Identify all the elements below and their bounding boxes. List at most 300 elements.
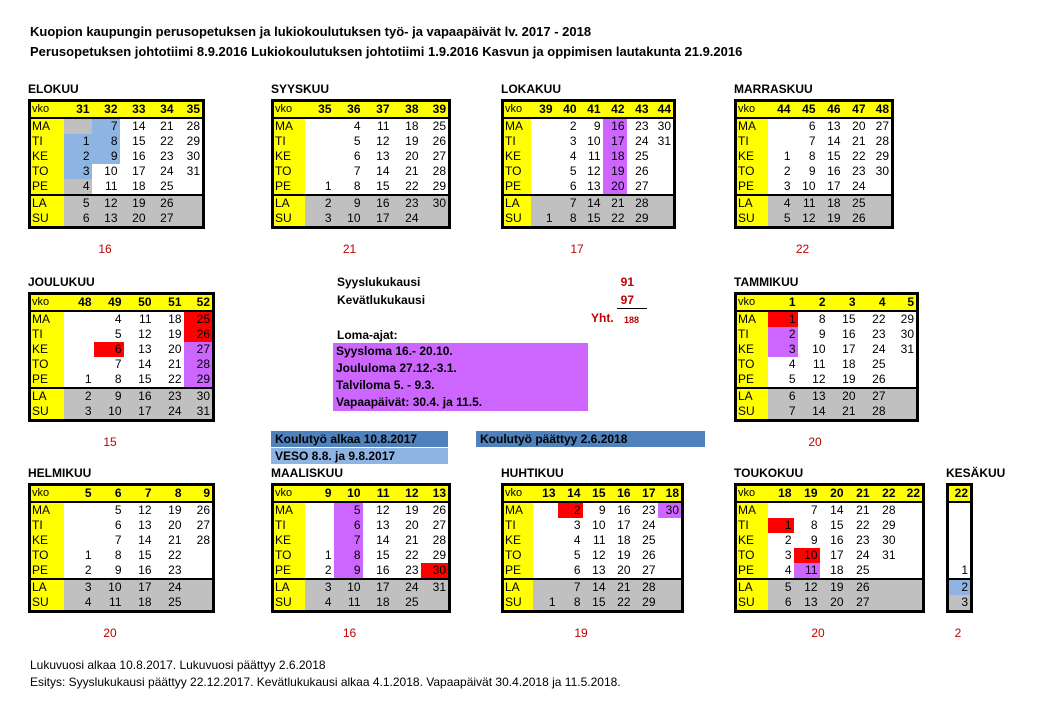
row-label: TI (736, 518, 768, 533)
day-row (273, 118, 450, 134)
week-number: 8 (154, 485, 184, 503)
day-cell: 29 (882, 518, 896, 532)
day-row (30, 563, 214, 579)
row-label: SU (503, 595, 533, 612)
holidays-heading: Loma-ajat: (337, 328, 398, 342)
day-cell: 12 (376, 134, 390, 148)
day-cell (898, 548, 924, 563)
day-cell: 14 (138, 357, 152, 371)
day-cell: 24 (642, 518, 656, 532)
day-cell: 16 (138, 563, 152, 577)
day-cell: 17 (617, 518, 631, 532)
day-row (273, 563, 450, 579)
day-cell: 30 (882, 533, 896, 547)
day-cell: 11 (794, 563, 820, 579)
day-cell: 17 (363, 211, 392, 228)
day-cell: 6 (334, 518, 363, 533)
working-days-count: 22 (795, 242, 810, 256)
month-calendar (271, 483, 451, 613)
day-cell (64, 502, 94, 518)
day-cell: 4 (573, 533, 581, 547)
day-cell: 12 (587, 164, 601, 178)
day-cell: 2 (569, 119, 577, 133)
day-cell (64, 342, 94, 357)
week-number-row (503, 101, 675, 119)
day-cell: 27 (148, 211, 176, 228)
day-cell: 20 (820, 595, 846, 612)
day-cell (184, 563, 214, 579)
day-cell: 4 (114, 312, 122, 326)
day-cell: 3 (305, 579, 334, 595)
day-cell: 13 (794, 595, 820, 612)
day-row (30, 164, 204, 179)
day-cell: 28 (882, 503, 896, 517)
row-label: vko (736, 294, 768, 312)
day-row (30, 595, 214, 612)
day-cell: 14 (827, 134, 841, 148)
row-label: MA (30, 118, 64, 134)
row-label: TI (736, 327, 768, 342)
day-cell: 6 (768, 388, 798, 404)
holiday-item: Talviloma 5. - 9.3. (336, 378, 435, 392)
day-cell: 9 (334, 563, 363, 579)
row-label: PE (273, 179, 305, 195)
day-cell: 29 (627, 211, 651, 228)
row-label: vko (503, 101, 531, 119)
day-cell: 2 (84, 563, 92, 577)
day-cell: 31 (882, 548, 896, 562)
day-cell: 23 (852, 164, 866, 178)
day-cell: 21 (828, 404, 858, 421)
day-cell: 27 (184, 342, 214, 357)
autumn-term-days: 91 (620, 275, 634, 289)
day-cell: 14 (132, 119, 146, 133)
day-cell: 15 (138, 548, 152, 562)
row-label: LA (30, 388, 64, 404)
day-cell: 24 (852, 179, 866, 193)
day-cell (184, 595, 214, 612)
day-cell: 20 (168, 342, 182, 356)
school-end-box: Koulutyö päättyy 2.6.2018 (476, 431, 705, 447)
day-cell: 9 (810, 533, 818, 547)
day-cell: 26 (846, 579, 872, 595)
autumn-term-label: Syyslukukausi (337, 275, 421, 289)
footer-proposal: Esitys: Syyslukukausi päättyy 22.12.2017. Kevätlukukausi alkaa 4.1.2018. Vapaapäivät 30.4.2018 ja 11.5.2018. (30, 675, 621, 689)
day-cell: 15 (138, 372, 152, 386)
day-cell: 30 (421, 195, 450, 211)
day-cell: 18 (830, 563, 844, 577)
day-cell: 11 (813, 357, 826, 371)
day-cell: 14 (798, 404, 828, 421)
day-cell: 8 (114, 372, 122, 386)
day-cell: 15 (583, 595, 608, 612)
day-cell: 12 (376, 503, 390, 517)
row-label: LA (503, 195, 531, 211)
day-cell: 11 (593, 533, 606, 547)
day-cell: 21 (168, 533, 182, 547)
day-cell: 21 (168, 357, 182, 371)
day-cell: 18 (132, 179, 146, 193)
row-label: TO (503, 164, 531, 179)
day-cell: 22 (872, 312, 886, 326)
day-cell: 20 (617, 563, 631, 577)
day-cell (868, 195, 893, 211)
row-label: MA (736, 502, 768, 518)
day-cell: 10 (587, 134, 601, 148)
day-cell: 20 (603, 179, 627, 195)
day-cell: 5 (114, 503, 122, 517)
day-cell: 16 (603, 118, 627, 134)
day-cell: 1 (783, 149, 791, 163)
row-label: SU (273, 211, 305, 228)
row-label: KE (273, 533, 305, 548)
day-cell (184, 579, 214, 595)
day-cell (533, 518, 558, 533)
day-row (736, 164, 893, 179)
row-label: vko (30, 485, 64, 503)
day-cell: 24 (392, 579, 421, 595)
day-cell (305, 149, 334, 164)
day-cell: 5 (64, 195, 92, 211)
day-cell: 31 (421, 579, 450, 595)
day-cell (64, 533, 94, 548)
row-label: SU (30, 211, 64, 228)
day-row (503, 211, 675, 228)
day-row (273, 179, 450, 195)
day-cell: 13 (827, 119, 841, 133)
total-label: Yht. (591, 311, 614, 325)
row-label: PE (30, 179, 64, 195)
day-cell (305, 533, 334, 548)
day-cell: 19 (405, 134, 419, 148)
month-calendar (501, 483, 684, 613)
day-cell: 3 (64, 579, 94, 595)
row-label: TI (30, 518, 64, 533)
day-row (948, 533, 972, 548)
day-cell (868, 211, 893, 228)
day-cell: 10 (104, 164, 118, 178)
day-cell: 23 (160, 149, 174, 163)
week-number: 2 (798, 294, 828, 312)
day-row (273, 579, 450, 595)
row-label: vko (736, 101, 768, 119)
month-name: TAMMIKUU (734, 275, 799, 289)
day-cell: 16 (617, 503, 631, 517)
week-number: 47 (843, 101, 868, 119)
day-cell: 24 (154, 579, 184, 595)
row-label: TO (736, 548, 768, 563)
day-cell: 29 (900, 312, 914, 326)
day-cell: 17 (842, 342, 856, 356)
day-cell (658, 533, 683, 548)
day-cell: 26 (148, 195, 176, 211)
day-cell: 25 (843, 195, 868, 211)
day-cell: 6 (573, 563, 581, 577)
day-cell: 18 (842, 357, 856, 371)
week-number: 52 (184, 294, 214, 312)
day-cell: 5 (573, 548, 581, 562)
week-number: 14 (558, 485, 583, 503)
row-label: LA (736, 388, 768, 404)
week-number: 21 (846, 485, 872, 503)
week-number-row (273, 101, 450, 119)
day-cell: 22 (405, 179, 419, 193)
row-label: LA (30, 579, 64, 595)
day-cell: 27 (635, 179, 649, 193)
day-cell: 19 (617, 548, 631, 562)
day-cell: 25 (184, 311, 214, 327)
week-number: 20 (820, 485, 846, 503)
day-cell: 18 (168, 312, 182, 326)
veso-box: VESO 8.8. ja 9.8.2017 (271, 448, 448, 464)
day-row (503, 118, 675, 134)
day-row (30, 388, 214, 404)
month-calendar (28, 292, 215, 422)
page-title: Kuopion kaupungin perusopetuksen ja lukiokoulutuksen työ- ja vapaapäivät lv. 2017 - 2018 (30, 24, 592, 39)
day-cell: 23 (168, 563, 182, 577)
day-row (736, 579, 924, 595)
day-row (736, 195, 893, 211)
row-label: TO (30, 357, 64, 372)
day-cell: 12 (812, 372, 826, 386)
day-cell: 1 (64, 134, 92, 149)
day-cell: 24 (160, 164, 174, 178)
day-cell: 25 (642, 533, 656, 547)
row-label: vko (736, 485, 768, 503)
footer-note: Lukuvuosi alkaa 10.8.2017. Lukuvuosi päättyy 2.6.2018 (30, 658, 326, 672)
row-label: MA (273, 502, 305, 518)
row-label: SU (273, 595, 305, 612)
day-cell (176, 195, 204, 211)
row-label: SU (736, 595, 768, 612)
day-row (503, 502, 683, 518)
day-cell: 13 (376, 518, 390, 532)
day-cell: 7 (353, 164, 361, 178)
row-label: PE (503, 563, 533, 579)
day-row (948, 563, 972, 579)
day-cell: 27 (196, 518, 210, 532)
day-cell: 7 (768, 404, 798, 421)
day-row (30, 579, 214, 595)
day-cell: 6 (808, 119, 816, 133)
week-number-row (736, 294, 918, 312)
day-cell: 11 (139, 312, 152, 326)
working-days-count: 21 (342, 242, 357, 256)
day-cell: 10 (334, 579, 363, 595)
day-cell: 22 (603, 211, 627, 228)
row-label: MA (30, 502, 64, 518)
day-cell: 5 (334, 502, 363, 518)
day-cell: 26 (843, 211, 868, 228)
week-number: 39 (531, 101, 555, 119)
day-cell: 6 (114, 518, 122, 532)
week-number: 12 (392, 485, 421, 503)
day-cell: 30 (875, 164, 889, 178)
day-cell: 22 (168, 548, 182, 562)
day-cell: 16 (842, 327, 856, 341)
row-label: KE (273, 149, 305, 164)
week-number: 35 (305, 101, 334, 119)
row-label: LA (503, 579, 533, 595)
day-cell: 30 (658, 502, 683, 518)
row-label: PE (736, 563, 768, 579)
day-cell (64, 311, 94, 327)
day-cell (421, 595, 450, 612)
page-subtitle: Perusopetuksen johtotiimi 8.9.2016 Lukiokoulutuksen johtotiimi 1.9.2016 Kasvun ja oppimisen lautakunta 21.9.2016 (30, 44, 743, 59)
day-cell: 20 (405, 518, 419, 532)
row-label: vko (273, 101, 305, 119)
day-cell: 28 (184, 357, 214, 372)
day-cell: 5 (788, 372, 796, 386)
day-row (30, 533, 214, 548)
day-row (30, 211, 204, 228)
day-cell: 8 (555, 211, 579, 228)
day-cell: 5 (569, 164, 577, 178)
week-number: 6 (94, 485, 124, 503)
day-cell: 12 (592, 548, 606, 562)
day-row (503, 134, 675, 149)
day-cell: 30 (421, 563, 450, 579)
day-cell: 28 (627, 195, 651, 211)
day-cell: 13 (798, 388, 828, 404)
month-name: MAALISKUU (271, 466, 343, 480)
week-number: 50 (124, 294, 154, 312)
day-cell: 1 (84, 548, 92, 562)
day-row (503, 179, 675, 195)
day-cell: 7 (114, 357, 122, 371)
day-cell: 4 (784, 563, 792, 577)
day-row (273, 548, 450, 563)
row-label: TO (30, 548, 64, 563)
day-cell: 23 (856, 533, 870, 547)
day-cell: 8 (92, 134, 120, 149)
day-cell: 13 (92, 211, 120, 228)
day-cell: 11 (105, 179, 118, 193)
row-label: PE (30, 372, 64, 388)
day-cell: 1 (531, 211, 555, 228)
day-cell (305, 118, 334, 134)
day-cell: 1 (84, 372, 92, 386)
day-cell: 29 (184, 372, 214, 388)
day-row (503, 548, 683, 563)
day-cell: 25 (635, 149, 649, 163)
day-cell: 28 (432, 164, 446, 178)
week-number: 49 (94, 294, 124, 312)
row-label: vko (30, 101, 64, 119)
day-cell: 8 (334, 548, 363, 563)
week-number-row (30, 294, 214, 312)
month-calendar (734, 99, 894, 229)
row-label: MA (736, 311, 768, 327)
day-cell (898, 518, 924, 533)
day-cell: 25 (392, 595, 421, 612)
day-cell: 7 (555, 195, 579, 211)
working-days-count: 20 (808, 435, 822, 449)
month-name: MARRASKUU (734, 82, 813, 96)
day-cell (888, 357, 918, 372)
day-cell: 8 (558, 595, 583, 612)
day-cell: 26 (184, 327, 214, 342)
row-label: LA (273, 195, 305, 211)
day-cell: 14 (579, 195, 603, 211)
day-cell: 2 (558, 502, 583, 518)
row-label: vko (503, 485, 533, 503)
day-cell (768, 118, 793, 134)
day-cell (948, 502, 972, 518)
week-number-row (736, 101, 893, 119)
week-number: 1 (768, 294, 798, 312)
day-cell: 11 (588, 149, 601, 163)
working-days-count: 16 (342, 626, 357, 640)
day-row (30, 195, 204, 211)
working-days-count: 20 (103, 626, 117, 640)
working-days-count: 15 (103, 435, 117, 449)
month-name: ELOKUU (28, 82, 79, 96)
day-cell: 15 (827, 149, 841, 163)
row-label: KE (30, 533, 64, 548)
row-label: KE (736, 149, 768, 164)
day-cell: 19 (405, 503, 419, 517)
row-label: LA (736, 195, 768, 211)
day-cell: 21 (856, 503, 870, 517)
week-number: 51 (154, 294, 184, 312)
day-cell (658, 563, 683, 579)
day-row (273, 164, 450, 179)
day-cell: 17 (132, 164, 146, 178)
holidays-box (333, 343, 588, 411)
day-cell: 12 (794, 579, 820, 595)
day-cell: 17 (830, 548, 844, 562)
day-cell: 19 (818, 211, 843, 228)
day-row (736, 211, 893, 228)
row-label: KE (503, 533, 533, 548)
day-cell: 4 (788, 357, 796, 371)
week-number: 41 (579, 101, 603, 119)
week-number: 22 (872, 485, 898, 503)
week-number: 10 (334, 485, 363, 503)
day-row (273, 533, 450, 548)
row-label: LA (273, 579, 305, 595)
day-cell: 30 (186, 149, 200, 163)
row-label: TO (736, 164, 768, 179)
day-row (736, 502, 924, 518)
day-row (736, 327, 918, 342)
day-cell: 30 (184, 388, 214, 404)
day-cell: 28 (432, 533, 446, 547)
day-cell (305, 502, 334, 518)
day-cell: 24 (154, 404, 184, 421)
day-cell: 1 (533, 595, 558, 612)
day-cell: 4 (64, 595, 94, 612)
week-number: 44 (768, 101, 793, 119)
row-label: TI (30, 327, 64, 342)
day-cell (64, 518, 94, 533)
day-cell: 23 (392, 195, 421, 211)
day-row (30, 327, 214, 342)
day-cell (948, 518, 972, 533)
day-row (736, 533, 924, 548)
spring-term-days: 97 (620, 293, 634, 307)
week-number: 31 (64, 101, 92, 119)
day-cell: 16 (830, 533, 844, 547)
week-number: 45 (793, 101, 818, 119)
day-row (30, 404, 214, 421)
day-row (736, 357, 918, 372)
day-cell: 18 (617, 533, 631, 547)
day-cell: 12 (92, 195, 120, 211)
day-cell: 18 (603, 149, 627, 164)
day-cell: 26 (635, 164, 649, 178)
